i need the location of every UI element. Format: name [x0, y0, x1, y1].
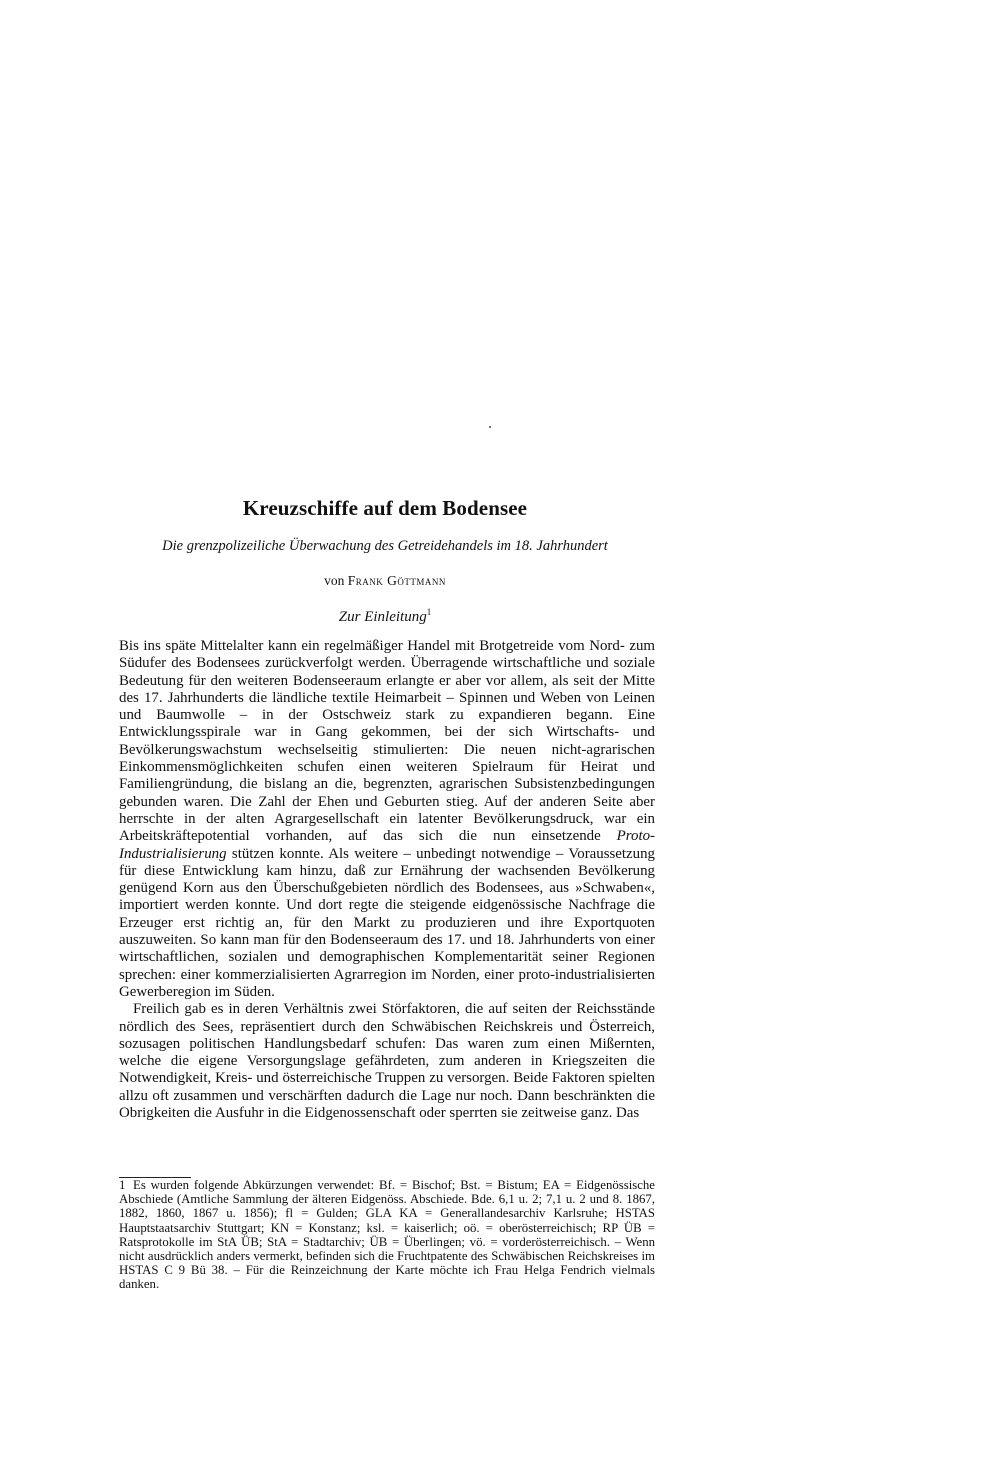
- article-byline: [120, 573, 650, 589]
- byline-prefix: von: [324, 573, 345, 588]
- footnote-paragraph: [119, 1178, 655, 1292]
- body-text: [119, 638, 655, 1122]
- footnote-number: 1: [119, 1178, 126, 1192]
- paragraph-1-part-a: Bis ins späte Mittelalter kann ein regelmäßiger Handel mit Brotgetreide vom Nord- zum Südufer des Bodensees zurückverfolgt werden. Überragende wirtschaftliche und soziale Bedeutung für den weiteren Bodenseeraum erlangte er aber vor allem, als seit der Mitte des 17. Jahrhunderts die ländliche textile Heimarbeit – Spinnen und Weben von Leinen und Baumwolle – in der Ostschweiz stark zu expandieren begann. Eine Entwicklungsspirale war in Gang gekommen, bei der sich Wirtschafts- und Bevölkerungswachstum wechselseitig stimulierten: Die neuen nicht-agrarischen Einkommensmöglichkeiten schufen einen weiteren Spielraum für Heirat und Familiengründung, die bislang an die, begrenzten, agrarischen Subsistenzbedingungen gebunden waren. Die Zahl der Ehen und Geburten stieg. Auf der anderen Seite aber herrschte in der alten Agrargesellschaft ein latenter Bevölkerungsdruck, war ein Arbeitskräftepotential vorhanden, auf das sich die nun einsetzende: [119, 638, 655, 845]
- section-heading-text: Zur Einleitung: [338, 609, 427, 625]
- author-name: Frank Göttmann: [347, 573, 446, 588]
- footnote-reference: 1: [426, 607, 432, 617]
- paragraph-2: Freilich gab es in deren Verhältnis zwei Störfaktoren, die auf seiten der Reichsstände nördlich des Sees, repräsentiert durch den Schwäbischen Reichskreis und Österreich, sozusagen politischen Handlungsbedarf schufen: Das waren zum einen Mißernten, welche die eigene Versorgungslage gefährdeten, zum anderen in Kriegszeiten die Notwendigkeit, Kreis- und österreichische Truppen zu versorgen. Beide Faktoren spielten allzu oft zusammen und verschärften dadurch die Lage nur noch. Dann beschränkten die Obrigkeiten die Ausfuhr in die Eidgenossenschaft oder sperrten sie zeitweise ganz. Das: [119, 1001, 655, 1122]
- section-heading: [120, 607, 650, 626]
- article-subtitle: Die grenzpolizeiliche Überwachung des Getreidehandels im 18. Jahrhundert: [162, 538, 608, 554]
- footnote-text: Es wurden folgende Abkürzungen verwendet: Bf. = Bischof; Bst. = Bistum; EA = Eidgenössische Abschiede (Amtliche Sammlung der älteren Eidgenöss. Abschiede. Bde. 6,1 u. 2; 7,1 u. 2 und 8. 1867, 1882, 1860, 1867 u. 1856); fl = Gulden; GLA KA = Generallandesarchiv Karlsruhe; HSTAS Hauptstaatsarchiv Stuttgart; KN = Konstanz; ksl. = kaiserlich; oö. = oberösterreichisch; RP ÜB = Ratsprotokolle im StA ÜB; StA = Stadtarchiv; ÜB = Überlingen; vö. = vorderösterreichisch. – Wenn nicht ausdrücklich anders vermerkt, befinden sich die Fruchtpatente des Schwäbischen Reichskreises im HSTAS C 9 Bü 38. – Für die Reinzeichnung der Karte möchte ich Frau Helga Fendrich vielmals danken.: [119, 1178, 655, 1292]
- paragraph-1-emphasis: Proto-Industrialisierung: [119, 828, 655, 862]
- paragraph-1-part-b: stützen konnte. Als weitere – unbedingt notwendige – Voraussetzung für diese Entwicklung kam hinzu, daß zur Ernährung der wachsenden Bevölkerung genügend Korn aus den Überschußgebieten nördlich des Bodensees, aus »Schwaben«, importiert werden konnte. Und dort regte die steigende eidgenössische Nachfrage die Erzeuger erst richtig an, für den Markt zu produzieren und ihre Exportquoten auszuweiten. So kann man für den Bodenseeraum des 17. und 18. Jahrhunderts von einer wirtschaftlichen, sozialen und demographischen Komplementarität seiner Regionen sprechen: einer kommerzialisierten Agrarregion im Norden, einer proto-industrialisierten Gewerberegion im Süden.: [119, 845, 655, 1000]
- footnote: [119, 1178, 655, 1292]
- paragraph-1: [119, 638, 655, 1001]
- article-title: Kreuzschiffe auf dem Bodensee: [242, 496, 528, 520]
- scan-speck: [489, 426, 491, 428]
